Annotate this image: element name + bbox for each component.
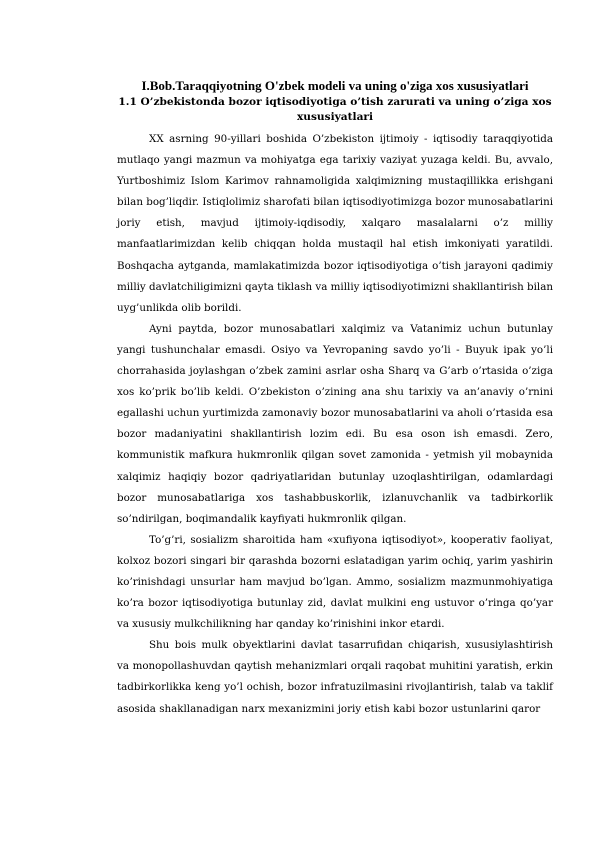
paragraph: To’g’ri, sosializm sharoitida ham «xufiyona iqtisodiyot», kooperativ faoliyat, kolxoz bozori singari bir qarashda bozorni eslatadigan yarim ochiq, yarim yashirin ko’rinishdagi unsurlar ham mavjud bo’lgan. Ammo, sosializm mazmunmohiyatiga ko’ra bozor iqtisodiyotiga butunlay zid, davlat mulkini eng ustuvor o’ringa qo’yar va xususiy mulkchilikning har qanday ko’rinishini inkor etardi. — [117, 533, 553, 631]
document-page — [117, 78, 553, 720]
paragraph: Ayni paytda, bozor munosabatlari xalqimiz va Vatanimiz uchun butunlay yangi tushunchalar emasdi. Osiyo va Yevropaning savdo yo’li - Buyuk ipak yo’li chorrahasida joylashgan o’zbek zamini asrlar osha Sharq va G’arb o’rtasida o’ziga xos ko’prik bo’lib keldi. O’zbekiston o’zining ana shu tarixiy va an’anaviy o’rnini egallashi uchun yurtimizda zamonaviy bozor munosabatlarini va aholi o’rtasida esa bozor madaniyatini shakllantirish lozim edi. Bu esa oson ish emasdi. Zero, kommunistik mafkura hukmronlik qilgan sovet zamonida - yetmish yil mobaynida xalqimiz haqiqiy bozor qadriyatlaridan butunlay uzoqlashtirilgan, odamlardagi bozor munosabatlariga xos tashabbuskorlik, izlanuvchanlik va tadbirkorlik so’ndirilgan, boqimandalik kayfiyati hukmronlik qilgan. — [117, 322, 553, 525]
chapter-title: I.Bob.Taraqqiyotning O'zbek modeli va uning o'ziga xos xususiyatlari — [141, 78, 529, 93]
section-subtitle: 1.1 O’zbekistonda bozor iqtisodiyotiga o’tish zarurati va uning o’ziga xos xususiyatlari — [118, 96, 552, 123]
paragraph: XX asrning 90-yillari boshida O’zbekiston ijtimoiy - iqtisodiy taraqqiyotida mutlaqo yangi mazmun va mohiyatga ega tarixiy vaziyat yuzaga keldi. Bu, avvalo, Yurtboshimiz Islom Karimov rahnamoligida xalqimizning mustaqillikka erishgani bilan bog’liqdir. Istiqlolimiz sharofati bilan iqtisodiyotimizga bozor munosabatlarini joriy etish, mavjud ijtimoiy-iqdisodiy, xalqaro masalalarni o’z milliy manfaatlarimizdan kelib chiqqan holda mustaqil hal etish imkoniyati yaratildi. Boshqacha aytganda, mamlakatimizda bozor iqtisodiyotiga o’tish jarayoni qadimiy milliy davlatchiligimizni qayta tiklash va milliy iqtisodiyotimizni shakllantirish bilan uyg’unlikda olib borildi. — [117, 133, 553, 314]
paragraph: Shu bois mulk obyektlarini davlat tasarrufidan chiqarish, xususiylashtirish va monopollashuvdan qaytish mehanizmlari orqali raqobat muhitini yaratish, erkin tadbirkorlikka keng yo’l ochish, bozor infratuzilmasini rivojlantirish, talab va taklif asosida shakllanadigan narx mexanizmini joriy etish kabi bozor ustunlarini qaror — [117, 639, 553, 715]
